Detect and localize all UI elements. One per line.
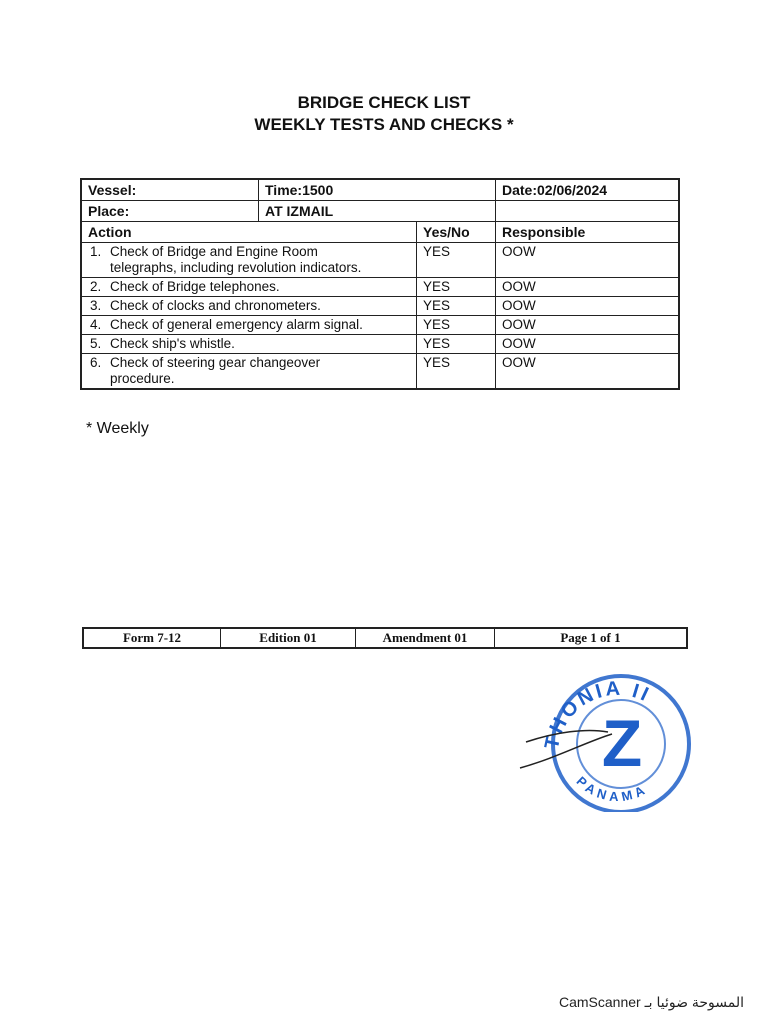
form-number: Form 7-12 [83, 628, 221, 648]
stamp-top-text: THONIA II [540, 677, 655, 751]
place-row [81, 201, 679, 222]
responsible-cell: OOW [496, 316, 680, 335]
item-text: Check of clocks and chronometers. [110, 298, 321, 313]
page-number: Page 1 of 1 [495, 628, 688, 648]
item-number: 3. [90, 298, 102, 313]
vessel-label: Vessel: [81, 179, 259, 201]
table-row [81, 354, 679, 390]
item-number: 1. [90, 244, 102, 259]
action-cell [81, 335, 417, 354]
item-number: 5. [90, 336, 102, 351]
vessel-row [81, 179, 679, 201]
table-row [81, 243, 679, 278]
item-text: Check ship's whistle. [110, 336, 235, 351]
ship-stamp [516, 672, 696, 812]
signature-stroke [520, 730, 612, 768]
amendment: Amendment 01 [356, 628, 495, 648]
camscanner-watermark: CamScanner المسوحة ضوئيا بـ [558, 994, 744, 1010]
yes-no-cell: YES [417, 243, 496, 278]
action-cell [81, 297, 417, 316]
table-row [81, 278, 679, 297]
responsible-cell: OOW [496, 297, 680, 316]
yes-no-cell: YES [417, 316, 496, 335]
place-label: Place: [81, 201, 259, 222]
weekly-footnote: * Weekly [86, 420, 149, 437]
stamp-center-letter: Z [601, 706, 643, 780]
responsible-cell: OOW [496, 335, 680, 354]
responsible-cell: OOW [496, 243, 680, 278]
responsible-cell: OOW [496, 354, 680, 390]
responsible-header: Responsible [496, 222, 680, 243]
item-text: Check of Bridge and Engine Room [110, 244, 318, 259]
time-cell: Time:1500 [259, 179, 496, 201]
action-cell [81, 316, 417, 335]
action-cell [81, 354, 417, 390]
item-text: Check of general emergency alarm signal. [110, 317, 363, 332]
table-row [81, 297, 679, 316]
document-title: BRIDGE CHECK LIST [297, 93, 471, 112]
item-number: 6. [90, 355, 102, 370]
table-row [81, 316, 679, 335]
table-row [81, 335, 679, 354]
place-empty-cell [496, 201, 680, 222]
place-value: AT IZMAIL [259, 201, 496, 222]
responsible-cell: OOW [496, 278, 680, 297]
yes-no-cell: YES [417, 354, 496, 390]
edition: Edition 01 [221, 628, 356, 648]
document-subtitle: WEEKLY TESTS AND CHECKS * [254, 115, 514, 134]
action-cell [81, 243, 417, 278]
date-cell: Date:02/06/2024 [496, 179, 680, 201]
column-header-row [81, 222, 679, 243]
item-text: Check of steering gear changeover [110, 355, 321, 370]
item-number: 4. [90, 317, 102, 332]
form-footer [82, 627, 688, 649]
item-text-continued: telegraphs, including revolution indicators. [110, 260, 362, 275]
yes-no-cell: YES [417, 278, 496, 297]
yes-no-cell: YES [417, 297, 496, 316]
item-number: 2. [90, 279, 102, 294]
stamp-bottom-text: PANAMA [573, 773, 651, 805]
item-text: Check of Bridge telephones. [110, 279, 280, 294]
yes-no-cell: YES [417, 335, 496, 354]
action-cell [81, 278, 417, 297]
yes-no-header: Yes/No [417, 222, 496, 243]
action-header: Action [81, 222, 417, 243]
item-text-continued: procedure. [110, 371, 175, 386]
checklist-table [80, 178, 680, 390]
